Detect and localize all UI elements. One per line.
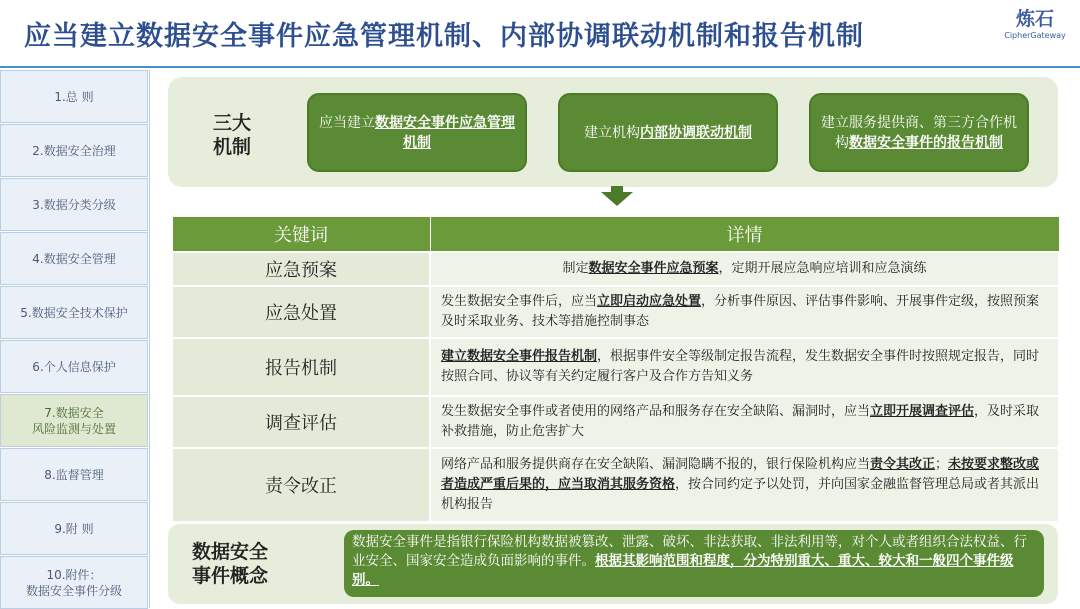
mechanism-emphasis: 数据安全事件应急管理机制 — [375, 114, 515, 151]
mechanism-text — [584, 123, 752, 143]
sidebar-item-8[interactable] — [0, 448, 148, 501]
sidebar-item-label: 8.监督管理 — [44, 467, 104, 482]
logo-text-en: CipherGateway — [1004, 31, 1066, 40]
mechanism-text — [319, 113, 515, 153]
detail-emphasis: 责令其改正 — [870, 457, 936, 472]
sidebar-item-label: 7.数据安全 风险监测与处置 — [31, 405, 116, 436]
mechanism-text: 建立服务提供商、第三方合作机构 — [821, 114, 1017, 151]
detail-text: 制定 — [562, 261, 589, 276]
mechanism-text — [821, 113, 1017, 153]
mechanism-text: 建立机构 — [584, 124, 640, 141]
logo-text-cn: 炼石 — [1015, 8, 1054, 30]
detail-text: ； — [935, 457, 949, 472]
keyword-cell: 报告机制 — [172, 338, 430, 396]
sidebar-item-7[interactable] — [0, 394, 148, 447]
sidebar-item-label: 1.总 则 — [54, 89, 94, 104]
sidebar-item-1[interactable] — [0, 70, 148, 123]
keyword-cell: 应急预案 — [172, 252, 430, 286]
detail-cell — [430, 252, 1059, 286]
sidebar-item-label: 4.数据安全管理 — [32, 251, 116, 266]
mechanism-emphasis: 数据安全事件的报告机制 — [849, 134, 1003, 151]
keyword-table — [171, 216, 1060, 523]
detail-text: ，分析事件原因、评估事件影响、开展事件定级，按照预案及时采取业务、技术等措施控制事态 — [441, 294, 1040, 329]
detail-emphasis: 立即启动应急处置 — [597, 294, 702, 309]
detail-text: ，按合同约定予以处罚，并向国家金融监督管理总局或者其派出机构报告 — [441, 477, 1040, 512]
detail-text: 发生数据安全事件或者使用的网络产品和服务存在安全缺陷、漏洞时，应当 — [441, 404, 871, 419]
keyword-cell: 应急处置 — [172, 286, 430, 338]
sidebar-item-label: 3.数据分类分级 — [32, 197, 116, 212]
sidebar-item-10[interactable] — [0, 556, 148, 609]
sidebar-item-label: 9.附 则 — [54, 521, 94, 536]
concept-text: 数据安全事件是指银行保险机构数据被篡改、泄露、破坏、非法获取、非法利用等，对个人或者组织合法权益、行业安全、国家安全造成负面影响的事件。 — [352, 534, 1027, 569]
table-row — [172, 338, 1059, 396]
table-row — [172, 286, 1059, 338]
concept-emphasis: 根据其影响范围和程度，分为特别重大、重大、较大和一般四个事件级别。 — [352, 553, 1014, 588]
table-header-row — [172, 217, 1059, 253]
keyword-cell: 调查评估 — [172, 396, 430, 448]
mechanism-emphasis: 内部协调联动机制 — [640, 124, 752, 141]
down-arrow-icon — [601, 192, 633, 206]
sidebar-nav — [0, 70, 150, 608]
brand-logo — [1002, 8, 1068, 48]
sidebar-item-label: 10.附件： 数据安全事件分级 — [25, 567, 122, 598]
detail-text: 网络产品和服务提供商存在安全缺陷、漏洞隐瞒不报的，银行保险机构应当 — [441, 457, 871, 472]
detail-emphasis: 数据安全事件应急预案 — [588, 261, 719, 276]
concept-definition — [344, 530, 1044, 597]
detail-emphasis: 未按要求整改或者造成严重后果的，应当取消其服务资格 — [441, 457, 1040, 492]
table-row — [172, 396, 1059, 448]
mechanism-text: 应当建立 — [319, 114, 375, 131]
sidebar-item-4[interactable] — [0, 232, 148, 285]
mechanism-box-3 — [809, 93, 1029, 172]
detail-text: ，及时采取补救措施，防止危害扩大 — [441, 404, 1040, 439]
sidebar-item-label: 5.数据安全技术保护 — [20, 305, 128, 320]
table-row — [172, 448, 1059, 522]
keyword-cell: 责令改正 — [172, 448, 430, 522]
detail-emphasis: 建立数据安全事件报告机制 — [441, 349, 598, 364]
mechanism-box-2 — [558, 93, 778, 172]
concept-label: 数据安全 事件概念 — [192, 541, 269, 587]
sidebar-item-6[interactable] — [0, 340, 148, 393]
sidebar-item-9[interactable] — [0, 502, 148, 555]
sidebar-item-5[interactable] — [0, 286, 148, 339]
sidebar-item-label: 6.个人信息保护 — [32, 359, 116, 374]
detail-emphasis: 立即开展调查评估 — [870, 404, 975, 419]
header — [0, 0, 1080, 66]
mechanism-box-1 — [307, 93, 527, 172]
page-title: 应当建立数据安全事件应急管理机制、内部协调联动机制和报告机制 — [24, 21, 864, 52]
detail-cell — [430, 338, 1059, 396]
detail-cell — [430, 396, 1059, 448]
detail-text: ，根据事件安全等级制定报告流程，发生数据安全事件时按照规定报告，同时按照合同、协议等有关约定履行客户及合作方告知义务 — [441, 349, 1040, 384]
detail-cell — [430, 286, 1059, 338]
sidebar-item-3[interactable] — [0, 178, 148, 231]
col-header-detail: 详情 — [430, 217, 1059, 253]
detail-text: 发生数据安全事件后，应当 — [441, 294, 598, 309]
detail-cell — [430, 448, 1059, 522]
mechanisms-label: 三大 机制 — [213, 112, 252, 158]
sidebar-item-2[interactable] — [0, 124, 148, 177]
col-header-keyword: 关键词 — [172, 217, 430, 253]
detail-text: ，定期开展应急响应培训和应急演练 — [718, 261, 927, 276]
table-row — [172, 252, 1059, 286]
header-divider — [0, 66, 1080, 68]
sidebar-item-label: 2.数据安全治理 — [32, 143, 116, 158]
